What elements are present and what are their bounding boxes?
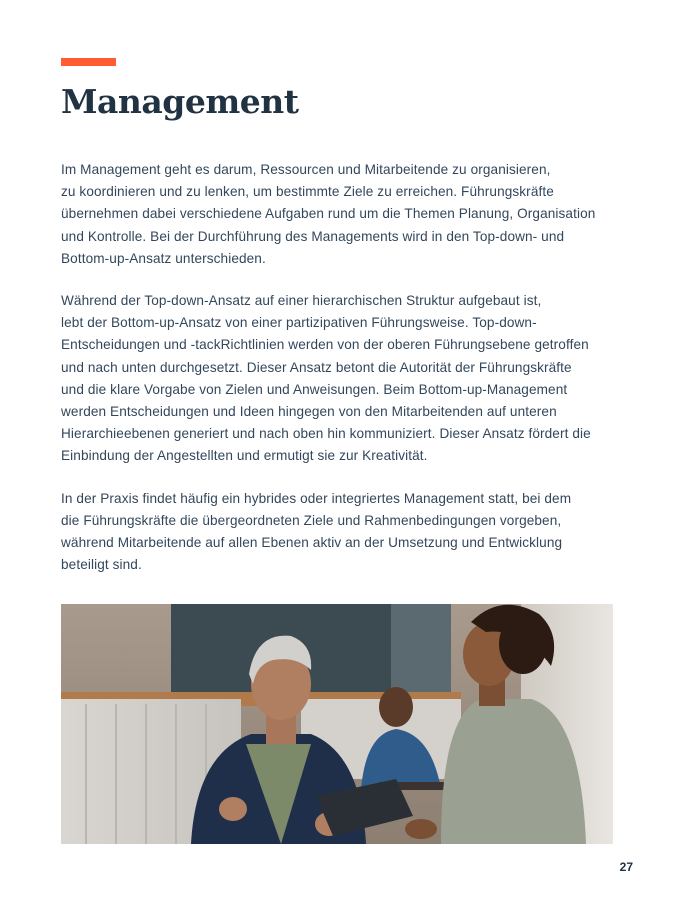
text-line: Einbindung der Angestellten und ermutigt sie zur Kreativität. xyxy=(61,448,428,464)
text-line: und die klare Vorgabe von Zielen und Anweisungen. Beim Bottom-up-Management xyxy=(61,381,568,397)
text-line: die Führungskräfte die übergeordneten Ziele und Rahmenbedingungen vorgeben, xyxy=(61,512,562,528)
text-line: beteiligt sind. xyxy=(61,557,142,573)
office-meeting-photo xyxy=(61,604,613,844)
text-line: während Mitarbeitende auf allen Ebenen aktiv an der Umsetzung und Entwicklung xyxy=(61,535,563,551)
text-line: und nach unten durchgesetzt. Dieser Ansatz betont die Autorität der Führungskräfte xyxy=(61,359,572,375)
text-line: und Kontrolle. Bei der Durchführung des Managements wird in den Top-down- und xyxy=(61,228,565,244)
text-line: Entscheidungen und -tackRichtlinien werden von der oberen Führungsebene getroffen xyxy=(61,337,589,353)
text-line: Während der Top-down-Ansatz auf einer hierarchischen Struktur aufgebaut ist, xyxy=(61,293,542,309)
text-line: Bottom-up-Ansatz unterschieden. xyxy=(61,250,266,266)
text-line: In der Praxis findet häufig ein hybrides oder integriertes Management statt, bei dem xyxy=(61,490,572,506)
accent-bar xyxy=(61,58,116,66)
paragraph-2 xyxy=(61,290,621,468)
paragraph-3 xyxy=(61,488,621,577)
text-line: zu koordinieren und zu lenken, um bestimmte Ziele zu erreichen. Führungskräfte xyxy=(61,184,554,200)
text-line: Im Management geht es darum, Ressourcen und Mitarbeitende zu organisieren, xyxy=(61,162,551,177)
text-line: werden Entscheidungen und Ideen hingegen von den Mitarbeitenden auf unteren xyxy=(61,404,557,420)
text-line: lebt der Bottom-up-Ansatz von einer partizipativen Führungsweise. Top-down- xyxy=(61,315,537,331)
paragraph-1 xyxy=(61,159,621,270)
text-line: Hierarchieebenen generiert und nach oben hin kommuniziert. Dieser Ansatz fördert die xyxy=(61,426,591,442)
page-number: 27 xyxy=(619,860,633,874)
page-title: Management xyxy=(61,82,299,121)
text-line: übernehmen dabei verschiedene Aufgaben rund um die Themen Planung, Organisation xyxy=(61,206,596,222)
body-text xyxy=(61,159,621,596)
